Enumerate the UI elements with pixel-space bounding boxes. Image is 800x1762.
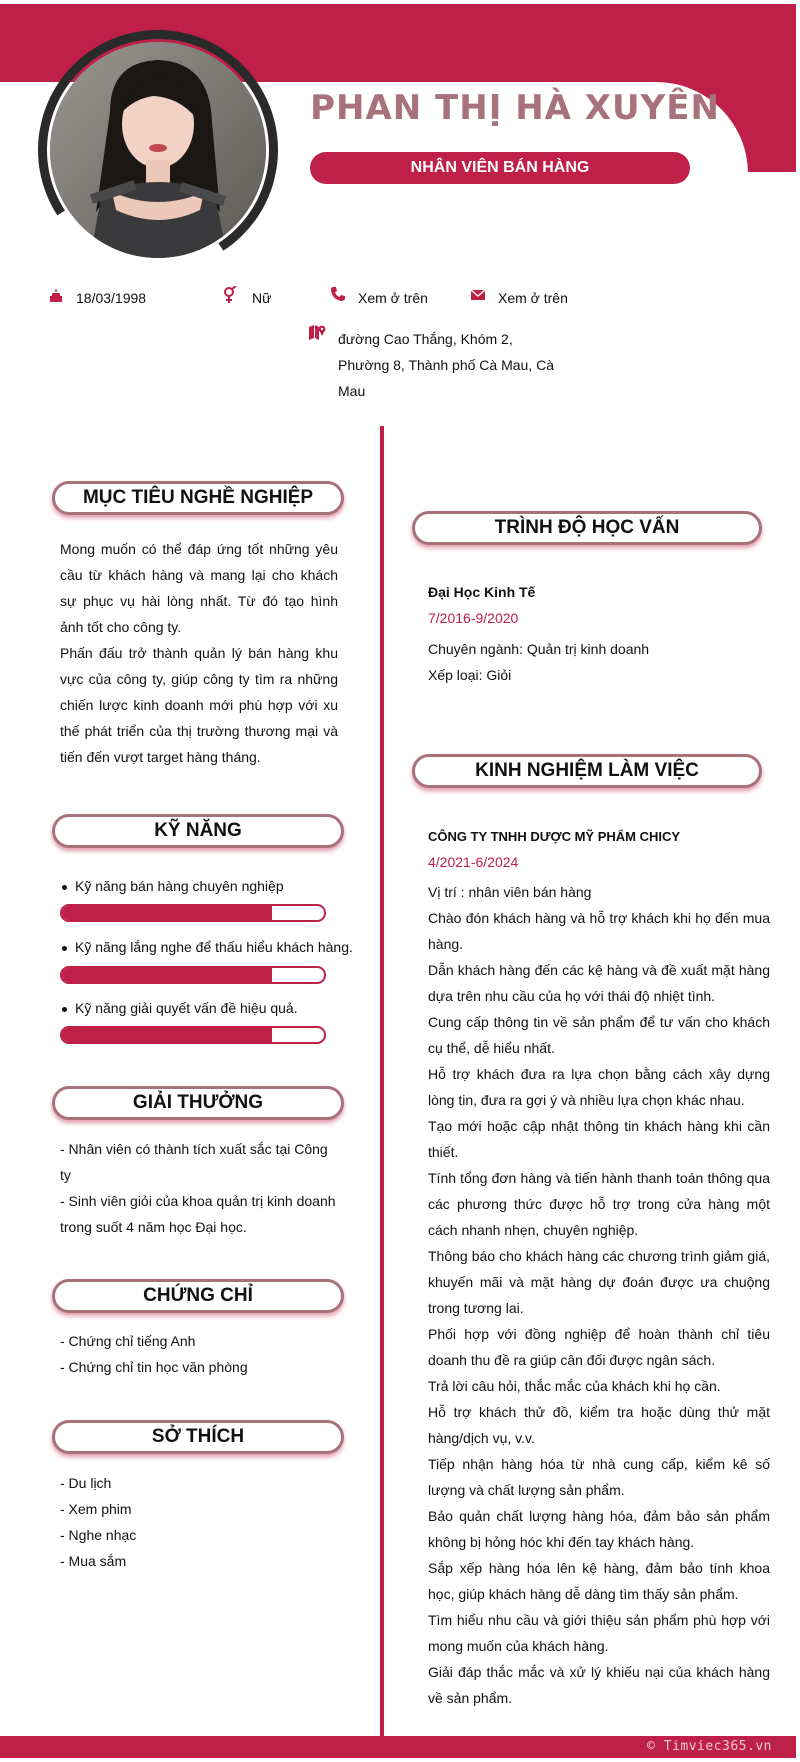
- education-period: 7/2016-9/2020: [428, 610, 519, 626]
- objective-paragraph-1: Mong muốn có thể đáp ứng tốt những yêu cầu từ khách hàng và mang lại cho khách sự phục vụ hài lòng nhất. Từ đó tạo hình ảnh tốt cho công ty.: [60, 541, 338, 635]
- section-title-skills: KỸ NĂNG: [52, 814, 344, 848]
- skill-item: [62, 876, 284, 896]
- skill-fill-3: [62, 1028, 272, 1042]
- skill-item: [62, 998, 298, 1018]
- skill-fill-1: [62, 906, 272, 920]
- award-item-1: - Nhân viên có thành tích xuất sắc tại Công ty: [60, 1141, 328, 1183]
- envelope-icon: [470, 288, 486, 304]
- phone-value: Xem ở trên: [358, 290, 428, 306]
- skill-bar-3: [60, 1026, 326, 1044]
- objective-paragraph-2: Phấn đấu trở thành quản lý bán hàng khu vực của công ty, giúp công ty tìm ra những chiến lược kinh doanh mới phù hợp với xu thế phát triển của thị trường thương mại và tiến đến vượt target hàng tháng.: [60, 645, 338, 765]
- experience-line: Sắp xếp hàng hóa lên kệ hàng, đảm bảo tính khoa học, giúp khách hàng dễ dàng tìm thấy sản phẩm.: [428, 1560, 770, 1602]
- certificates-list: [60, 1328, 338, 1380]
- avatar: [50, 42, 266, 258]
- experience-line: Phối hợp với đồng nghiệp để hoàn thành chỉ tiêu doanh thu đề ra giúp cân đối được ngân sách.: [428, 1326, 770, 1368]
- education-grade: Xếp loại: Giỏi: [428, 667, 512, 683]
- experience-line: Trả lời câu hỏi, thắc mắc của khách khi họ cần.: [428, 1378, 721, 1394]
- address-value: đường Cao Thắng, Khóm 2, Phường 8, Thành phố Cà Mau, Cà Mau: [338, 331, 554, 399]
- map-pin-icon: [308, 324, 324, 340]
- experience-line: Tính tổng đơn hàng và tiến hành thanh toán thông qua các phương thức được hỗ trợ trong cửa hàng một cách nhanh nhẹn, chuyên nghiệp.: [428, 1170, 770, 1238]
- section-title-certificates: CHỨNG CHỈ: [52, 1279, 344, 1313]
- gender-icon: [222, 286, 238, 302]
- hobby-item-4: - Mua sắm: [60, 1553, 127, 1569]
- section-title-awards: GIẢI THƯỞNG: [52, 1086, 344, 1120]
- hobby-item-3: - Nghe nhạc: [60, 1527, 137, 1543]
- experience-line: Giải đáp thắc mắc và xử lý khiếu nại của khách hàng về sản phẩm.: [428, 1664, 770, 1706]
- education-major: Chuyên ngành: Quản trị kinh doanh: [428, 641, 650, 657]
- experience-line: Cung cấp thông tin về sản phẩm để tư vấn cho khách cụ thể, dễ hiểu nhất.: [428, 1014, 770, 1056]
- candidate-name: PHAN THỊ HÀ XUYÊN: [310, 88, 720, 128]
- section-title-hobbies: SỞ THÍCH: [52, 1420, 344, 1454]
- job-title-badge: NHÂN VIÊN BÁN HÀNG: [310, 152, 690, 184]
- skill-label-2: Kỹ năng lắng nghe để thấu hiểu khách hàng.: [75, 939, 353, 955]
- avatar-photo: [50, 42, 266, 258]
- bullet-icon: [62, 946, 67, 951]
- experience-line: Hỗ trợ khách đưa ra lựa chọn bằng cách xây dựng lòng tin, đưa ra gợi ý và nhiều lựa chọn khác nhau.: [428, 1066, 770, 1108]
- hobbies-list: [60, 1470, 338, 1574]
- objective-text: [60, 536, 338, 770]
- experience-details: [428, 879, 770, 1711]
- education-details: [428, 636, 768, 688]
- experience-line: Bảo quản chất lượng hàng hóa, đảm bảo sản phẩm không bị hỏng hóc khi đến tay khách hàng.: [428, 1508, 770, 1550]
- section-title-objective: MỤC TIÊU NGHỀ NGHIỆP: [52, 481, 344, 515]
- experience-line: Tiếp nhận hàng hóa từ nhà cung cấp, kiểm kê số lượng và chất lượng sản phẩm.: [428, 1456, 770, 1498]
- experience-line: Dẫn khách hàng đến các kệ hàng và đề xuất mặt hàng dựa trên nhu cầu của họ với thái độ nhiệt tình.: [428, 962, 770, 1004]
- phone-icon: [330, 286, 346, 302]
- right-edge-strip: [796, 4, 800, 1762]
- birthday-value: 18/03/1998: [76, 290, 147, 306]
- gender-value: Nữ: [252, 290, 272, 306]
- section-title-education: TRÌNH ĐỘ HỌC VẤN: [412, 511, 762, 545]
- company-name: CÔNG TY TNHH DƯỢC MỸ PHẨM CHICY: [428, 829, 681, 844]
- award-item-2: - Sinh viên giỏi của khoa quản trị kinh doanh trong suốt 4 năm học Đại học.: [60, 1193, 336, 1235]
- skill-item: [62, 937, 353, 957]
- footer-bar: [0, 1736, 796, 1758]
- skill-label-1: Kỹ năng bán hàng chuyên nghiệp: [75, 878, 284, 894]
- experience-line: Tìm hiểu nhu cầu và giới thiệu sản phẩm phù hợp với mong muốn của khách hàng.: [428, 1612, 770, 1654]
- skill-bar-2: [60, 966, 326, 984]
- bullet-icon: [62, 1007, 67, 1012]
- experience-line: Tạo mới hoặc cập nhật thông tin khách hàng khi cần thiết.: [428, 1118, 770, 1160]
- experience-line: Vị trí : nhân viên bán hàng: [428, 884, 592, 900]
- skill-fill-2: [62, 968, 272, 982]
- experience-line: Thông báo cho khách hàng các chương trình giảm giá, khuyến mãi và mặt hàng dự đoán được ưa chuộng trong tương lai.: [428, 1248, 770, 1316]
- hobby-item-2: - Xem phim: [60, 1501, 132, 1517]
- cake-icon: [48, 288, 64, 304]
- awards-list: [60, 1136, 338, 1240]
- experience-period: 4/2021-6/2024: [428, 854, 519, 870]
- bullet-icon: [62, 885, 67, 890]
- certificate-item-2: - Chứng chỉ tin học văn phòng: [60, 1359, 248, 1375]
- experience-line: Chào đón khách hàng và hỗ trợ khách khi họ đến mua hàng.: [428, 910, 770, 952]
- skill-label-3: Kỹ năng giải quyết vấn đề hiệu quả.: [75, 1000, 298, 1016]
- skill-bar-1: [60, 904, 326, 922]
- email-value: Xem ở trên: [498, 290, 568, 306]
- experience-line: Hỗ trợ khách thử đồ, kiểm tra hoặc dùng thử mặt hàng/dịch vụ, v.v.: [428, 1404, 770, 1446]
- certificate-item-1: - Chứng chỉ tiếng Anh: [60, 1333, 196, 1349]
- school-name: Đại Học Kinh Tế: [428, 584, 536, 600]
- section-title-experience: KINH NGHIỆM LÀM VIỆC: [412, 754, 762, 788]
- column-divider: [380, 426, 384, 1736]
- hobby-item-1: - Du lịch: [60, 1475, 112, 1491]
- footer-watermark: © Timviec365.vn: [647, 1739, 772, 1754]
